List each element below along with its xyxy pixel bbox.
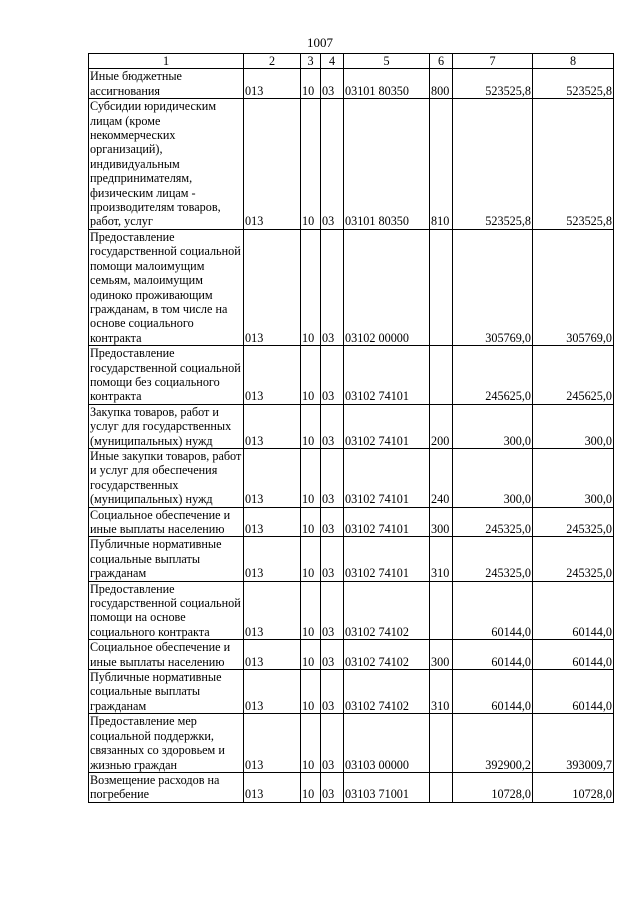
amount-col7-cell: 10728,0	[453, 772, 533, 802]
table-row	[89, 714, 614, 773]
subsection-cell: 03	[321, 507, 344, 537]
subsection-cell: 03	[321, 670, 344, 714]
amount-col7-cell: 392900,2	[453, 714, 533, 773]
amount-col7-cell: 60144,0	[453, 670, 533, 714]
table-row	[89, 448, 614, 507]
amount-col8-cell: 245625,0	[533, 346, 614, 405]
amount-col8-cell: 523525,8	[533, 99, 614, 230]
target-article-cell: 03102 74101	[344, 537, 430, 581]
target-article-cell: 03102 00000	[344, 229, 430, 345]
table-row	[89, 99, 614, 230]
subsection-cell: 03	[321, 772, 344, 802]
amount-col8-cell: 393009,7	[533, 714, 614, 773]
target-article-cell: 03103 00000	[344, 714, 430, 773]
amount-col7-cell: 60144,0	[453, 640, 533, 670]
subsection-cell: 03	[321, 537, 344, 581]
expense-type-cell: 300	[430, 640, 453, 670]
target-article-cell: 03101 80350	[344, 99, 430, 230]
code-cell: 013	[244, 537, 301, 581]
expense-type-cell: 800	[430, 69, 453, 99]
column-header: 8	[533, 54, 614, 69]
amount-col7-cell: 305769,0	[453, 229, 533, 345]
row-name-cell: Предоставление государственной социальной помощи на основе социального контракта	[89, 581, 244, 640]
section-cell: 10	[301, 99, 321, 230]
row-name-cell: Публичные нормативные социальные выплаты гражданам	[89, 670, 244, 714]
code-cell: 013	[244, 346, 301, 405]
row-name-cell: Иные бюджетные ассигнования	[89, 69, 244, 99]
section-cell: 10	[301, 448, 321, 507]
subsection-cell: 03	[321, 229, 344, 345]
row-name-cell: Социальное обеспечение и иные выплаты населению	[89, 507, 244, 537]
row-name-cell: Социальное обеспечение и иные выплаты населению	[89, 640, 244, 670]
code-cell: 013	[244, 714, 301, 773]
code-cell: 013	[244, 507, 301, 537]
code-cell: 013	[244, 640, 301, 670]
section-cell: 10	[301, 346, 321, 405]
target-article-cell: 03102 74101	[344, 507, 430, 537]
subsection-cell: 03	[321, 99, 344, 230]
target-article-cell: 03102 74102	[344, 581, 430, 640]
code-cell: 013	[244, 404, 301, 448]
table-row	[89, 229, 614, 345]
table-row	[89, 69, 614, 99]
expense-type-cell	[430, 714, 453, 773]
amount-col8-cell: 245325,0	[533, 537, 614, 581]
column-header: 3	[301, 54, 321, 69]
expense-type-cell: 240	[430, 448, 453, 507]
target-article-cell: 03101 80350	[344, 69, 430, 99]
subsection-cell: 03	[321, 714, 344, 773]
code-cell: 013	[244, 229, 301, 345]
column-header: 7	[453, 54, 533, 69]
section-cell: 10	[301, 507, 321, 537]
expense-type-cell	[430, 346, 453, 405]
target-article-cell: 03102 74101	[344, 448, 430, 507]
code-cell: 013	[244, 448, 301, 507]
amount-col8-cell: 300,0	[533, 448, 614, 507]
target-article-cell: 03102 74101	[344, 346, 430, 405]
column-header: 5	[344, 54, 430, 69]
target-article-cell: 03102 74102	[344, 640, 430, 670]
section-cell: 10	[301, 714, 321, 773]
row-name-cell: Возмещение расходов на погребение	[89, 772, 244, 802]
amount-col7-cell: 300,0	[453, 448, 533, 507]
code-cell: 013	[244, 581, 301, 640]
amount-col7-cell: 523525,8	[453, 69, 533, 99]
expense-type-cell: 810	[430, 99, 453, 230]
subsection-cell: 03	[321, 448, 344, 507]
subsection-cell: 03	[321, 69, 344, 99]
column-header: 1	[89, 54, 244, 69]
subsection-cell: 03	[321, 581, 344, 640]
amount-col8-cell: 523525,8	[533, 69, 614, 99]
section-cell: 10	[301, 772, 321, 802]
amount-col7-cell: 245325,0	[453, 507, 533, 537]
amount-col8-cell: 60144,0	[533, 670, 614, 714]
expense-type-cell	[430, 772, 453, 802]
amount-col7-cell: 523525,8	[453, 99, 533, 230]
subsection-cell: 03	[321, 346, 344, 405]
amount-col8-cell: 10728,0	[533, 772, 614, 802]
section-cell: 10	[301, 229, 321, 345]
table-row	[89, 346, 614, 405]
table-row	[89, 507, 614, 537]
row-name-cell: Публичные нормативные социальные выплаты гражданам	[89, 537, 244, 581]
target-article-cell: 03102 74102	[344, 670, 430, 714]
amount-col8-cell: 305769,0	[533, 229, 614, 345]
amount-col8-cell: 60144,0	[533, 640, 614, 670]
section-cell: 10	[301, 581, 321, 640]
code-cell: 013	[244, 99, 301, 230]
column-header: 6	[430, 54, 453, 69]
code-cell: 013	[244, 69, 301, 99]
row-name-cell: Иные закупки товаров, работ и услуг для обеспечения государственных (муниципальных) нужд	[89, 448, 244, 507]
amount-col8-cell: 245325,0	[533, 507, 614, 537]
target-article-cell: 03103 71001	[344, 772, 430, 802]
section-cell: 10	[301, 69, 321, 99]
section-cell: 10	[301, 404, 321, 448]
amount-col8-cell: 300,0	[533, 404, 614, 448]
column-header: 2	[244, 54, 301, 69]
code-cell: 013	[244, 772, 301, 802]
column-header: 4	[321, 54, 344, 69]
amount-col7-cell: 245325,0	[453, 537, 533, 581]
code-cell: 013	[244, 670, 301, 714]
page-number: 1007	[307, 35, 333, 50]
expense-type-cell: 300	[430, 507, 453, 537]
header-row	[89, 54, 614, 69]
amount-col7-cell: 245625,0	[453, 346, 533, 405]
amount-col8-cell: 60144,0	[533, 581, 614, 640]
section-cell: 10	[301, 670, 321, 714]
section-cell: 10	[301, 640, 321, 670]
budget-table	[88, 53, 614, 803]
expense-type-cell: 310	[430, 537, 453, 581]
target-article-cell: 03102 74101	[344, 404, 430, 448]
table-row	[89, 404, 614, 448]
row-name-cell: Субсидии юридическим лицам (кроме некоммерческих организаций), индивидуальным предпринимателям, физическим лицам - производителям товаров, работ, услуг	[89, 99, 244, 230]
subsection-cell: 03	[321, 640, 344, 670]
table-row	[89, 581, 614, 640]
row-name-cell: Предоставление мер социальной поддержки, связанных со здоровьем и жизнью граждан	[89, 714, 244, 773]
table-row	[89, 670, 614, 714]
table-row	[89, 772, 614, 802]
expense-type-cell: 200	[430, 404, 453, 448]
section-cell: 10	[301, 537, 321, 581]
row-name-cell: Предоставление государственной социальной помощи малоимущим семьям, малоимущим одиноко проживающим гражданам, в том числе на основе социального контракта	[89, 229, 244, 345]
expense-type-cell	[430, 581, 453, 640]
row-name-cell: Закупка товаров, работ и услуг для государственных (муниципальных) нужд	[89, 404, 244, 448]
row-name-cell: Предоставление государственной социальной помощи без социального контракта	[89, 346, 244, 405]
expense-type-cell	[430, 229, 453, 345]
expense-type-cell: 310	[430, 670, 453, 714]
subsection-cell: 03	[321, 404, 344, 448]
amount-col7-cell: 60144,0	[453, 581, 533, 640]
table-row	[89, 640, 614, 670]
table-row	[89, 537, 614, 581]
amount-col7-cell: 300,0	[453, 404, 533, 448]
